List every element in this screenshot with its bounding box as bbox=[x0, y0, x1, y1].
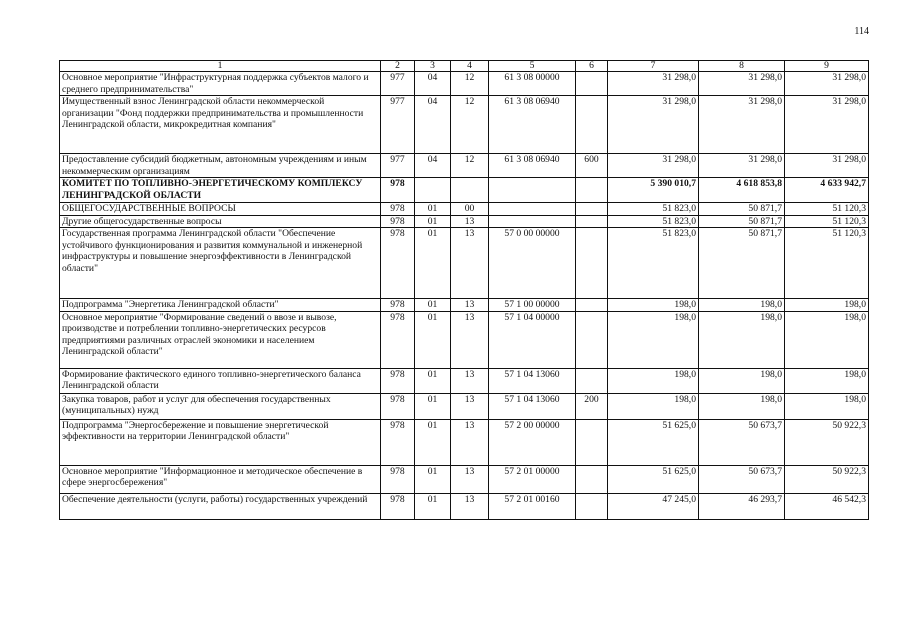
cell-target-article: 57 1 04 13060 bbox=[489, 393, 576, 419]
cell-subsection: 00 bbox=[451, 203, 489, 216]
column-header: 3 bbox=[415, 61, 451, 72]
cell-subsection: 12 bbox=[451, 154, 489, 178]
cell-amount-col8: 50 673,7 bbox=[699, 465, 785, 493]
cell-grbs: 978 bbox=[381, 493, 415, 519]
row-name: Формирование фактического единого топливно-энергетического баланса Ленинградской области bbox=[60, 368, 381, 393]
cell-grbs: 977 bbox=[381, 72, 415, 96]
cell-expense-type bbox=[576, 203, 608, 216]
cell-expense-type bbox=[576, 215, 608, 228]
cell-section: 01 bbox=[415, 228, 451, 299]
cell-grbs: 977 bbox=[381, 96, 415, 154]
table-row bbox=[60, 72, 869, 96]
cell-subsection: 13 bbox=[451, 299, 489, 312]
cell-section: 01 bbox=[415, 465, 451, 493]
cell-section bbox=[415, 178, 451, 203]
cell-amount-col9: 198,0 bbox=[785, 299, 869, 312]
table-row bbox=[60, 228, 869, 299]
column-header: 2 bbox=[381, 61, 415, 72]
cell-target-article: 57 1 04 13060 bbox=[489, 368, 576, 393]
cell-amount-col7: 198,0 bbox=[608, 368, 699, 393]
cell-expense-type bbox=[576, 311, 608, 368]
cell-grbs: 978 bbox=[381, 178, 415, 203]
cell-grbs: 977 bbox=[381, 154, 415, 178]
table-row bbox=[60, 465, 869, 493]
table-row bbox=[60, 368, 869, 393]
cell-subsection: 13 bbox=[451, 311, 489, 368]
cell-amount-col7: 31 298,0 bbox=[608, 154, 699, 178]
cell-amount-col7: 47 245,0 bbox=[608, 493, 699, 519]
cell-section: 01 bbox=[415, 311, 451, 368]
cell-amount-col7: 198,0 bbox=[608, 299, 699, 312]
table-row bbox=[60, 299, 869, 312]
cell-expense-type bbox=[576, 299, 608, 312]
header-row bbox=[60, 61, 869, 72]
cell-subsection: 13 bbox=[451, 393, 489, 419]
cell-target-article bbox=[489, 203, 576, 216]
cell-grbs: 978 bbox=[381, 215, 415, 228]
column-header: 9 bbox=[785, 61, 869, 72]
row-name: Основное мероприятие "Информационное и методическое обеспечение в сфере энергосбережения" bbox=[60, 465, 381, 493]
cell-amount-col7: 31 298,0 bbox=[608, 96, 699, 154]
cell-subsection bbox=[451, 178, 489, 203]
cell-target-article bbox=[489, 215, 576, 228]
cell-target-article: 57 0 00 00000 bbox=[489, 228, 576, 299]
cell-section: 01 bbox=[415, 368, 451, 393]
cell-amount-col7: 51 625,0 bbox=[608, 465, 699, 493]
cell-amount-col9: 51 120,3 bbox=[785, 228, 869, 299]
cell-amount-col8: 198,0 bbox=[699, 311, 785, 368]
cell-amount-col9: 31 298,0 bbox=[785, 96, 869, 154]
cell-amount-col7: 5 390 010,7 bbox=[608, 178, 699, 203]
cell-expense-type bbox=[576, 419, 608, 465]
cell-section: 01 bbox=[415, 215, 451, 228]
row-name: Основное мероприятие "Инфраструктурная поддержка субъектов малого и среднего предпринимательства" bbox=[60, 72, 381, 96]
cell-section: 01 bbox=[415, 493, 451, 519]
column-header: 1 bbox=[60, 61, 381, 72]
cell-target-article: 57 1 04 00000 bbox=[489, 311, 576, 368]
row-name: Предоставление субсидий бюджетным, автономным учреждениям и иным некоммерческим организациям bbox=[60, 154, 381, 178]
table-row bbox=[60, 215, 869, 228]
cell-amount-col9: 51 120,3 bbox=[785, 203, 869, 216]
cell-target-article bbox=[489, 178, 576, 203]
cell-amount-col7: 51 823,0 bbox=[608, 215, 699, 228]
column-header: 6 bbox=[576, 61, 608, 72]
cell-subsection: 13 bbox=[451, 215, 489, 228]
cell-section: 04 bbox=[415, 96, 451, 154]
cell-expense-type bbox=[576, 96, 608, 154]
row-name: Государственная программа Ленинградской области "Обеспечение устойчивого функционирования и развития коммунальной и инженерной инфраструктуры и повышение энергоэффективности в Ленинградской области" bbox=[60, 228, 381, 299]
table-row bbox=[60, 178, 869, 203]
row-name: Обеспечение деятельности (услуги, работы) государственных учреждений bbox=[60, 493, 381, 519]
cell-amount-col9: 31 298,0 bbox=[785, 72, 869, 96]
cell-amount-col7: 51 823,0 bbox=[608, 203, 699, 216]
cell-section: 01 bbox=[415, 419, 451, 465]
cell-target-article: 61 3 08 06940 bbox=[489, 96, 576, 154]
cell-section: 01 bbox=[415, 299, 451, 312]
cell-grbs: 978 bbox=[381, 419, 415, 465]
cell-grbs: 978 bbox=[381, 465, 415, 493]
cell-expense-type bbox=[576, 368, 608, 393]
cell-amount-col7: 51 823,0 bbox=[608, 228, 699, 299]
cell-expense-type: 200 bbox=[576, 393, 608, 419]
cell-grbs: 978 bbox=[381, 311, 415, 368]
table-row bbox=[60, 493, 869, 519]
cell-amount-col9: 198,0 bbox=[785, 311, 869, 368]
cell-subsection: 13 bbox=[451, 419, 489, 465]
cell-grbs: 978 bbox=[381, 228, 415, 299]
cell-expense-type bbox=[576, 228, 608, 299]
cell-expense-type: 600 bbox=[576, 154, 608, 178]
cell-amount-col9: 50 922,3 bbox=[785, 465, 869, 493]
cell-amount-col7: 198,0 bbox=[608, 311, 699, 368]
cell-amount-col9: 50 922,3 bbox=[785, 419, 869, 465]
cell-amount-col9: 31 298,0 bbox=[785, 154, 869, 178]
cell-amount-col7: 31 298,0 bbox=[608, 72, 699, 96]
cell-subsection: 13 bbox=[451, 228, 489, 299]
cell-amount-col8: 31 298,0 bbox=[699, 154, 785, 178]
cell-amount-col9: 46 542,3 bbox=[785, 493, 869, 519]
cell-amount-col8: 198,0 bbox=[699, 299, 785, 312]
cell-grbs: 978 bbox=[381, 299, 415, 312]
cell-subsection: 13 bbox=[451, 465, 489, 493]
cell-amount-col9: 4 633 942,7 bbox=[785, 178, 869, 203]
cell-grbs: 978 bbox=[381, 368, 415, 393]
column-header: 8 bbox=[699, 61, 785, 72]
cell-target-article: 57 1 00 00000 bbox=[489, 299, 576, 312]
row-name: Основное мероприятие "Формирование сведений о ввозе и вывозе, производстве и потреблении топливно-энергетических ресурсов предприятиями различных отраслей экономики и населением Ленинградской области" bbox=[60, 311, 381, 368]
table-row bbox=[60, 96, 869, 154]
row-name: Закупка товаров, работ и услуг для обеспечения государственных (муниципальных) нужд bbox=[60, 393, 381, 419]
column-header: 7 bbox=[608, 61, 699, 72]
cell-section: 01 bbox=[415, 393, 451, 419]
budget-table bbox=[59, 60, 869, 520]
cell-amount-col9: 198,0 bbox=[785, 368, 869, 393]
cell-amount-col8: 198,0 bbox=[699, 393, 785, 419]
cell-amount-col8: 31 298,0 bbox=[699, 72, 785, 96]
cell-expense-type bbox=[576, 72, 608, 96]
cell-section: 04 bbox=[415, 72, 451, 96]
row-name: Подпрограмма "Энергосбережение и повышение энергетической эффективности на территории Ленинградской области" bbox=[60, 419, 381, 465]
cell-amount-col8: 31 298,0 bbox=[699, 96, 785, 154]
column-header: 5 bbox=[489, 61, 576, 72]
table-row bbox=[60, 393, 869, 419]
cell-target-article: 57 2 01 00000 bbox=[489, 465, 576, 493]
cell-grbs: 978 bbox=[381, 203, 415, 216]
cell-subsection: 13 bbox=[451, 368, 489, 393]
row-name: ОБЩЕГОСУДАРСТВЕННЫЕ ВОПРОСЫ bbox=[60, 203, 381, 216]
cell-amount-col7: 198,0 bbox=[608, 393, 699, 419]
cell-expense-type bbox=[576, 493, 608, 519]
table-row bbox=[60, 311, 869, 368]
cell-target-article: 57 2 01 00160 bbox=[489, 493, 576, 519]
cell-section: 01 bbox=[415, 203, 451, 216]
row-name: КОМИТЕТ ПО ТОПЛИВНО-ЭНЕРГЕТИЧЕСКОМУ КОМПЛЕКСУ ЛЕНИНГРАДСКОЙ ОБЛАСТИ bbox=[60, 178, 381, 203]
cell-target-article: 57 2 00 00000 bbox=[489, 419, 576, 465]
cell-grbs: 978 bbox=[381, 393, 415, 419]
cell-subsection: 12 bbox=[451, 96, 489, 154]
column-header: 4 bbox=[451, 61, 489, 72]
cell-target-article: 61 3 08 06940 bbox=[489, 154, 576, 178]
cell-amount-col9: 198,0 bbox=[785, 393, 869, 419]
cell-expense-type bbox=[576, 178, 608, 203]
cell-amount-col8: 46 293,7 bbox=[699, 493, 785, 519]
cell-amount-col8: 50 871,7 bbox=[699, 215, 785, 228]
cell-target-article: 61 3 08 00000 bbox=[489, 72, 576, 96]
cell-amount-col7: 51 625,0 bbox=[608, 419, 699, 465]
row-name: Другие общегосударственные вопросы bbox=[60, 215, 381, 228]
table-row bbox=[60, 154, 869, 178]
row-name: Имущественный взнос Ленинградской области некоммерческой организации "Фонд поддержки предпринимательства и промышленности Ленинградской области, микрокредитная компания" bbox=[60, 96, 381, 154]
cell-subsection: 13 bbox=[451, 493, 489, 519]
cell-amount-col9: 51 120,3 bbox=[785, 215, 869, 228]
cell-amount-col8: 50 871,7 bbox=[699, 203, 785, 216]
row-name: Подпрограмма "Энергетика Ленинградской области" bbox=[60, 299, 381, 312]
cell-amount-col8: 50 673,7 bbox=[699, 419, 785, 465]
cell-expense-type bbox=[576, 465, 608, 493]
table-row bbox=[60, 203, 869, 216]
cell-section: 04 bbox=[415, 154, 451, 178]
cell-amount-col8: 50 871,7 bbox=[699, 228, 785, 299]
cell-amount-col8: 4 618 853,8 bbox=[699, 178, 785, 203]
page-number: 114 bbox=[854, 26, 869, 37]
table-row bbox=[60, 419, 869, 465]
cell-amount-col8: 198,0 bbox=[699, 368, 785, 393]
cell-subsection: 12 bbox=[451, 72, 489, 96]
